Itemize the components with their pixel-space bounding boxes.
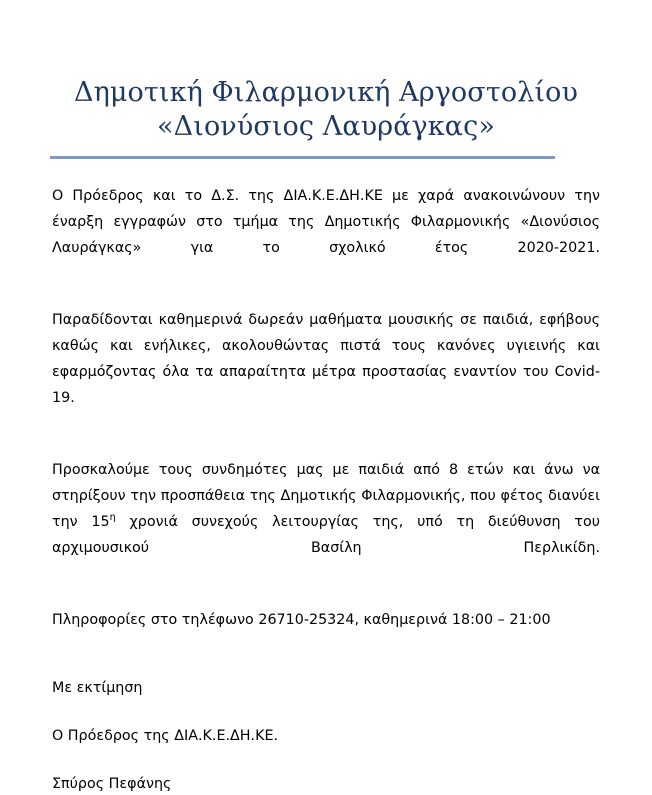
contact-info-line: Πληροφορίες στο τηλέφωνο 26710-25324, καθημερινά 18:00 – 21:00 [52,612,551,628]
paragraph-invitation-part-1: Προσκαλούμε τους συνδημότες μας με παιδιά από 8 ετών και άνω να στηρίξουν την προσπάθεια της Δημοτικής Φιλαρμονικής, που φέτος διανύει την 15 [52,462,600,530]
document-body [52,159,600,795]
signature-role: Ο Πρόεδρος της ΔΙΑ.Κ.Ε.ΔΗ.ΚΕ. [52,728,279,744]
signature-closing: Με εκτίμηση [52,680,143,696]
paragraph-invitation-part-2: χρονιά συνεχούς λειτουργίας της, υπό τη διεύθυνση του αρχιμουσικού Βασίλη Περλικίδη. [52,514,600,556]
title-line-1: Δημοτική Φιλαρμονική Αργοστολίου [74,77,578,108]
signature-name: Σπύρος Πεφάνης [52,776,172,792]
page-title [0,76,652,144]
paragraph-invitation [52,457,600,587]
title-line-2: «Διονύσιος Λαυράγκας» [157,111,495,142]
ordinal-suffix: η [109,512,116,524]
paragraph-announcement: Ο Πρόεδρος και το Δ.Σ. της ΔΙΑ.Κ.Ε.ΔΗ.ΚΕ με χαρά ανακοινώνουν την έναρξη εγγραφών στο τμήμα της Δημοτικής Φιλαρμονικής «Διονύσιος Λαυράγκας» για το σχολικό έτος 2020-2021. [52,188,600,256]
title-block [0,0,652,159]
paragraph-lessons: Παραδίδονται καθημερινά δωρεάν μαθήματα μουσικής σε παιδιά, εφήβους καθώς και ενήλικες, ακολουθώντας πιστά τους κανόνες υγιεινής και εφαρμόζοντας όλα τα απαραίτητα μέτρα προστασίας εναντίον του Covid-19. [52,312,600,406]
signature-block [52,677,600,795]
